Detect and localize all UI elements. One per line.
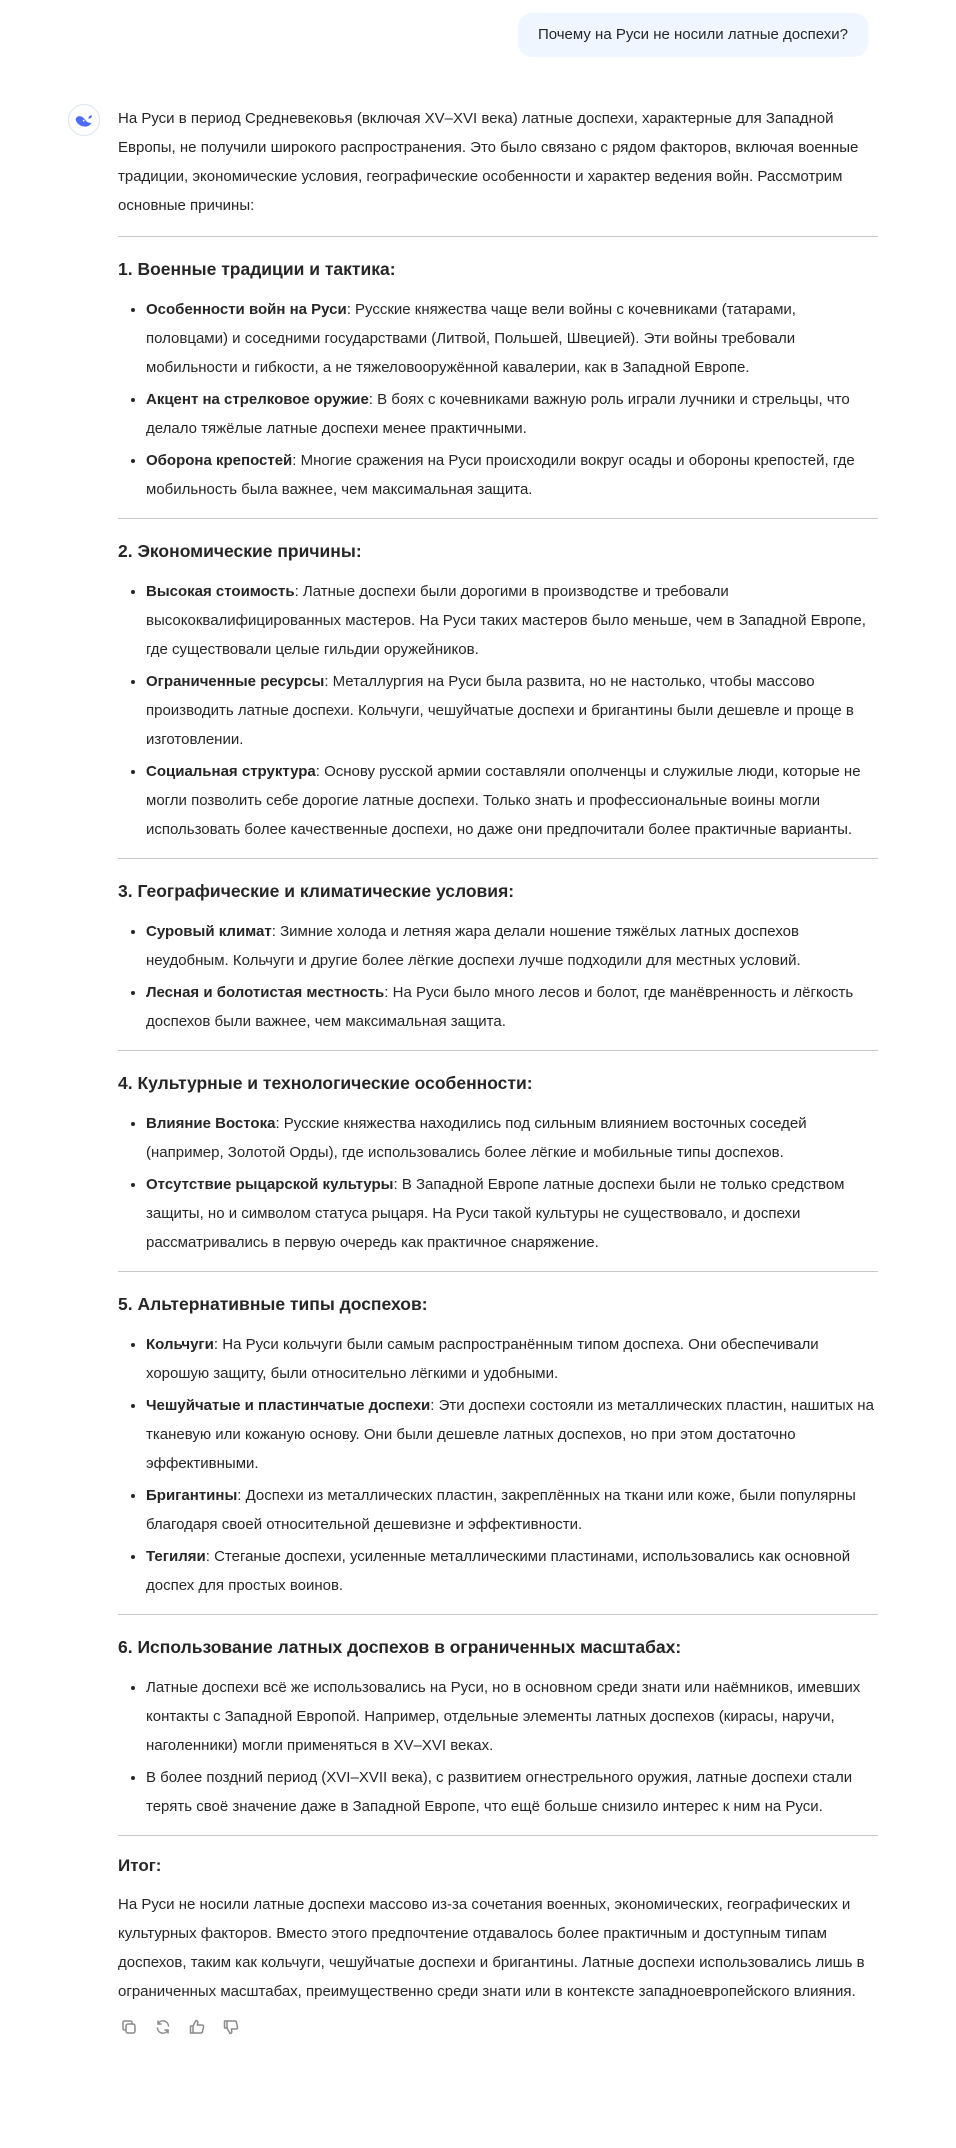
thumbs-up-icon — [188, 2018, 206, 2036]
summary-heading: Итог: — [118, 1856, 162, 1875]
list-item-text: : Эти доспехи состояли из металлических пластин, нашитых на тканевую или кожаную основу. Они были дешевле латных доспехов, но при этом достаточно эффективными. — [146, 1397, 874, 1472]
section-heading: 2. Экономические причины: — [118, 541, 362, 561]
section-heading: 5. Альтернативные типы доспехов: — [118, 1294, 428, 1314]
list-item-text: : Латные доспехи были дорогими в производстве и требовали высококвалифицированных мастеров. На Руси таких мастеров было меньше, чем в Западной Европе, где существовали целые гильдии оружейников. — [146, 583, 866, 658]
bullet-list — [118, 295, 878, 504]
list-item-text: : Стеганые доспехи, усиленные металлическими пластинами, использовались как основной доспех для простых воинов. — [146, 1548, 851, 1594]
copy-button[interactable] — [118, 2016, 140, 2038]
list-item — [146, 978, 878, 1036]
bullet-list — [118, 1109, 878, 1257]
list-item — [146, 1763, 878, 1821]
list-item-text: : В боях с кочевниками важную роль играли лучники и стрельцы, что делало тяжёлые латные доспехи менее практичными. — [146, 391, 850, 437]
list-item-term: Социальная структура — [146, 763, 316, 780]
list-item — [146, 1542, 878, 1600]
refresh-icon — [154, 2018, 172, 2036]
list-item — [146, 577, 878, 664]
bullet-list — [118, 1330, 878, 1600]
list-item-text: : Русские княжества чаще вели войны с кочевниками (татарами, половцами) и соседними государствами (Литвой, Польшей, Швецией). Эти войны требовали мобильности и гибкости, а не тяжеловооружённой кавалерии, как в Западной Европе. — [146, 301, 796, 376]
divider — [118, 1614, 878, 1615]
list-item — [146, 757, 878, 844]
section-heading: 4. Культурные и технологические особенности: — [118, 1073, 533, 1093]
divider — [118, 1050, 878, 1051]
list-item-term: Влияние Востока — [146, 1115, 276, 1132]
assistant-avatar — [68, 104, 100, 136]
list-item-term: Оборона крепостей — [146, 452, 293, 469]
list-item-text: Латные доспехи всё же использовались на Руси, но в основном среди знати или наёмников, имевших контакты с Западной Европой. Например, отдельные элементы латных доспехов (кирасы, наручи, наголенники) могли применяться в XV–XVI веках. — [146, 1679, 861, 1754]
answer-intro: На Руси в период Средневековья (включая XV–XVI века) латные доспехи, характерные для Западной Европы, не получили широкого распространения. Это было связано с рядом факторов, включая военные традиции, экономические условия, географические особенности и характер ведения войн. Рассмотрим основные причины: — [118, 110, 859, 214]
list-item — [146, 1481, 878, 1539]
list-item-text: : На Руси было много лесов и болот, где манёвренность и лёгкость доспехов были важнее, чем максимальная защита. — [146, 984, 854, 1030]
section-heading: 1. Военные традиции и тактика: — [118, 259, 396, 279]
thumbs-down-icon — [222, 2018, 240, 2036]
user-message-text: Почему на Руси не носили латные доспехи? — [537, 26, 848, 43]
whale-logo-icon — [74, 112, 94, 128]
list-item-text: : Русские княжества находились под сильным влиянием восточных соседей (например, Золотой Орды), где использовались более лёгкие и мобильные типы доспехов. — [146, 1115, 807, 1161]
list-item-term: Особенности войн на Руси — [146, 301, 347, 318]
list-item — [146, 1673, 878, 1760]
list-item-text: : Многие сражения на Руси происходили вокруг осады и обороны крепостей, где мобильность была важнее, чем максимальная защита. — [146, 452, 855, 498]
list-item — [146, 1170, 878, 1257]
list-item — [146, 1330, 878, 1388]
section-heading: 3. Географические и климатические условия: — [118, 881, 515, 901]
answer-sections — [118, 236, 878, 1821]
bullet-list — [118, 1673, 878, 1821]
list-item-term: Чешуйчатые и пластинчатые доспехи — [146, 1397, 431, 1414]
assistant-answer — [118, 104, 878, 2006]
list-item-term: Тегиляи — [146, 1548, 206, 1565]
divider — [118, 1835, 878, 1836]
dislike-button[interactable] — [220, 2016, 242, 2038]
divider — [118, 236, 878, 237]
list-item-term: Лесная и болотистая местность — [146, 984, 385, 1001]
list-item-term: Ограниченные ресурсы — [146, 673, 325, 690]
list-item-term: Кольчуги — [146, 1336, 214, 1353]
divider — [118, 1271, 878, 1272]
bullet-list — [118, 917, 878, 1036]
list-item — [146, 295, 878, 382]
list-item-term: Суровый климат — [146, 923, 272, 940]
bullet-list — [118, 577, 878, 844]
list-item — [146, 446, 878, 504]
divider — [118, 518, 878, 519]
regenerate-button[interactable] — [152, 2016, 174, 2038]
list-item-text: : Металлургия на Руси была развита, но не настолько, чтобы массово производить латные доспехи. Кольчуги, чешуйчатые доспехи и бригантины были дешевле и проще в изготовлении. — [146, 673, 854, 748]
list-item-text: : Доспехи из металлических пластин, закреплённых на ткани или коже, были популярны благодаря своей относительной дешевизне и эффективности. — [146, 1487, 856, 1533]
list-item — [146, 1391, 878, 1478]
list-item — [146, 917, 878, 975]
message-actions — [118, 2016, 242, 2038]
list-item — [146, 385, 878, 443]
section-heading: 6. Использование латных доспехов в ограниченных масштабах: — [118, 1637, 682, 1657]
list-item-term: Высокая стоимость — [146, 583, 295, 600]
list-item-text: В более поздний период (XVI–XVII века), с развитием огнестрельного оружия, латные доспехи стали терять своё значение даже в Западной Европе, что ещё больше снизило интерес к ним на Руси. — [146, 1769, 853, 1815]
list-item-text: : Основу русской армии составляли ополченцы и служилые люди, которые не могли позволить себе дорогие латные доспехи. Только знать и профессиональные воины могли использовать более качественные доспехи, но даже они предпочитали более практичные варианты. — [146, 763, 861, 838]
list-item-term: Акцент на стрелковое оружие — [146, 391, 369, 408]
list-item-text: : На Руси кольчуги были самым распространённым типом доспеха. Они обеспечивали хорошую защиту, были относительно лёгкими и удобными. — [146, 1336, 819, 1382]
summary-text: На Руси не носили латные доспехи массово из-за сочетания военных, экономических, географических и культурных факторов. Вместо этого предпочтение отдавалось более практичным и доступным типам доспехов, таким как кольчуги, чешуйчатые доспехи и бригантины. Латные доспехи использовались лишь в ограниченных масштабах, преимущественно среди знати или в контексте западноевропейского влияния. — [118, 1896, 865, 2000]
like-button[interactable] — [186, 2016, 208, 2038]
list-item-text: : В Западной Европе латные доспехи были не только средством защиты, но и символом статуса рыцаря. На Руси такой культуры не существовало, и доспехи рассматривались в первую очередь как практичное снаряжение. — [146, 1176, 845, 1251]
user-message-bubble — [518, 13, 868, 57]
copy-icon — [120, 2018, 138, 2036]
list-item — [146, 667, 878, 754]
divider — [118, 858, 878, 859]
list-item-text: : Зимние холода и летняя жара делали ношение тяжёлых латных доспехов неудобным. Кольчуги и другие более лёгкие доспехи лучше подходили для местных условий. — [146, 923, 801, 969]
list-item-term: Бригантины — [146, 1487, 238, 1504]
list-item — [146, 1109, 878, 1167]
list-item-term: Отсутствие рыцарской культуры — [146, 1176, 394, 1193]
